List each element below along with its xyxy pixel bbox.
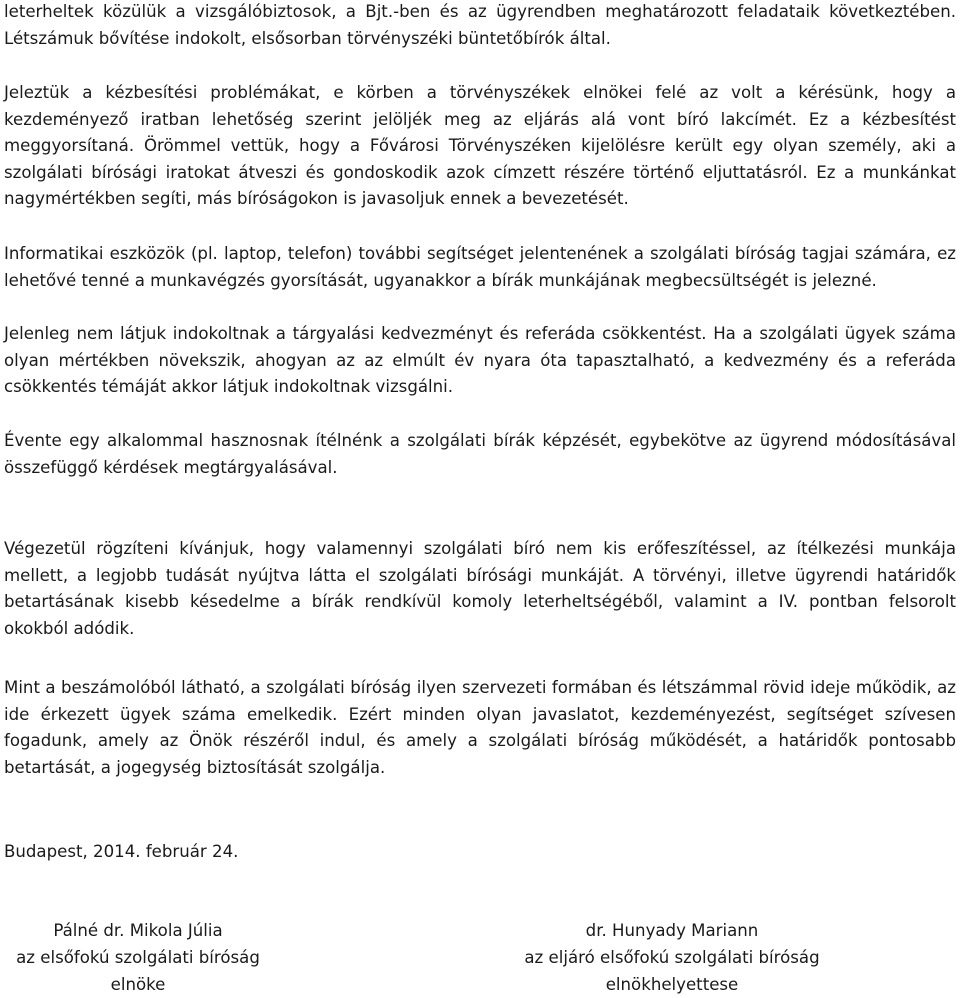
paragraph-conclusion: Végezetül rögzíteni kívánjuk, hogy valamennyi szolgálati bíró nem kis erőfeszítéssel, az ítélkezési munkája mellett, a legjobb tudását nyújtva látta el szolgálati bírósági munkáját. A törvényi, illetve ügyrendi határidők betartásának kisebb késedelme a bírák rendkívül komoly leterheltségéből, valamint a IV. pontban felsorolt okokból adódik.	[4, 539, 956, 638]
signatory-name: Pálné dr. Mikola Júlia	[53, 921, 223, 940]
signature-block-right	[504, 917, 840, 998]
paragraph-it-tools: Informatikai eszközök (pl. laptop, telefon) további segítséget jelentenének a szolgálati bíróság tagjai számára, ez lehetővé tenné a munkavégzés gyorsítását, ugyanakkor a bírák munkájának megbecsültségét is jelezné.	[4, 244, 956, 290]
place-and-date: Budapest, 2014. február 24.	[4, 842, 239, 861]
paragraph-delivery: Jeleztük a kézbesítési problémákat, e körben a törvényszékek elnökei felé az volt a kérésünk, hogy a kezdeményező iratban lehetőség szerint jelöljék meg az eljárás alá vont bíró lakcímét. Ez a kézbesítést meggyorsítaná. Örömmel vettük, hogy a Fővárosi Törvényszéken kijelölésre került egy olyan személy, aki a szolgálati bírósági iratokat átveszi és gondoskodik azok címzett részére történő eljuttatásról. Ez a munkánkat nagymértékben segíti, más bíróságokon is javasoljuk ennek a bevezetését.	[4, 83, 956, 208]
signatory-name: dr. Hunyady Mariann	[585, 921, 759, 940]
paragraph-caseload: leterheltek közülük a vizsgálóbiztosok, a Bjt.-ben és az ügyrendben meghatározott feladataik következtében. Létszámuk bővítése indokolt, elsősorban törvényszéki büntetőbírók által.	[4, 2, 956, 48]
signatory-role: elnöke	[110, 975, 166, 994]
paragraph-training: Évente egy alkalommal hasznosnak ítélnénk a szolgálati bírák képzését, egybekötve az ügyrend módosításával összefüggő kérdések megtárgyalásával.	[4, 431, 956, 477]
signatory-title: az eljáró elsőfokú szolgálati bíróság	[524, 948, 820, 967]
signatory-role: elnökhelyettese	[605, 975, 739, 994]
signatory-title: az elsőfokú szolgálati bíróság	[16, 948, 260, 967]
signature-block-left	[4, 917, 272, 998]
paragraph-closing: Mint a beszámolóból látható, a szolgálati bíróság ilyen szervezeti formában és létszámmal rövid ideje működik, az ide érkezett ügyek száma emelkedik. Ezért minden olyan javaslatot, kezdeményezést, segítséget szívesen fogadunk, amely az Önök részéről indul, és amely a szolgálati bíróság működését, a határidők pontosabb betartását, a jogegység biztosítását szolgálja.	[4, 678, 956, 777]
paragraph-hearing-discount: Jelenleg nem látjuk indokoltnak a tárgyalási kedvezményt és referáda csökkentést. Ha a szolgálati ügyek száma olyan mértékben növekszik, ahogyan az az elmúlt év nyara óta tapasztalható, a kedvezmény és a referáda csökkentés témáját akkor látjuk indokoltnak vizsgálni.	[4, 324, 956, 396]
